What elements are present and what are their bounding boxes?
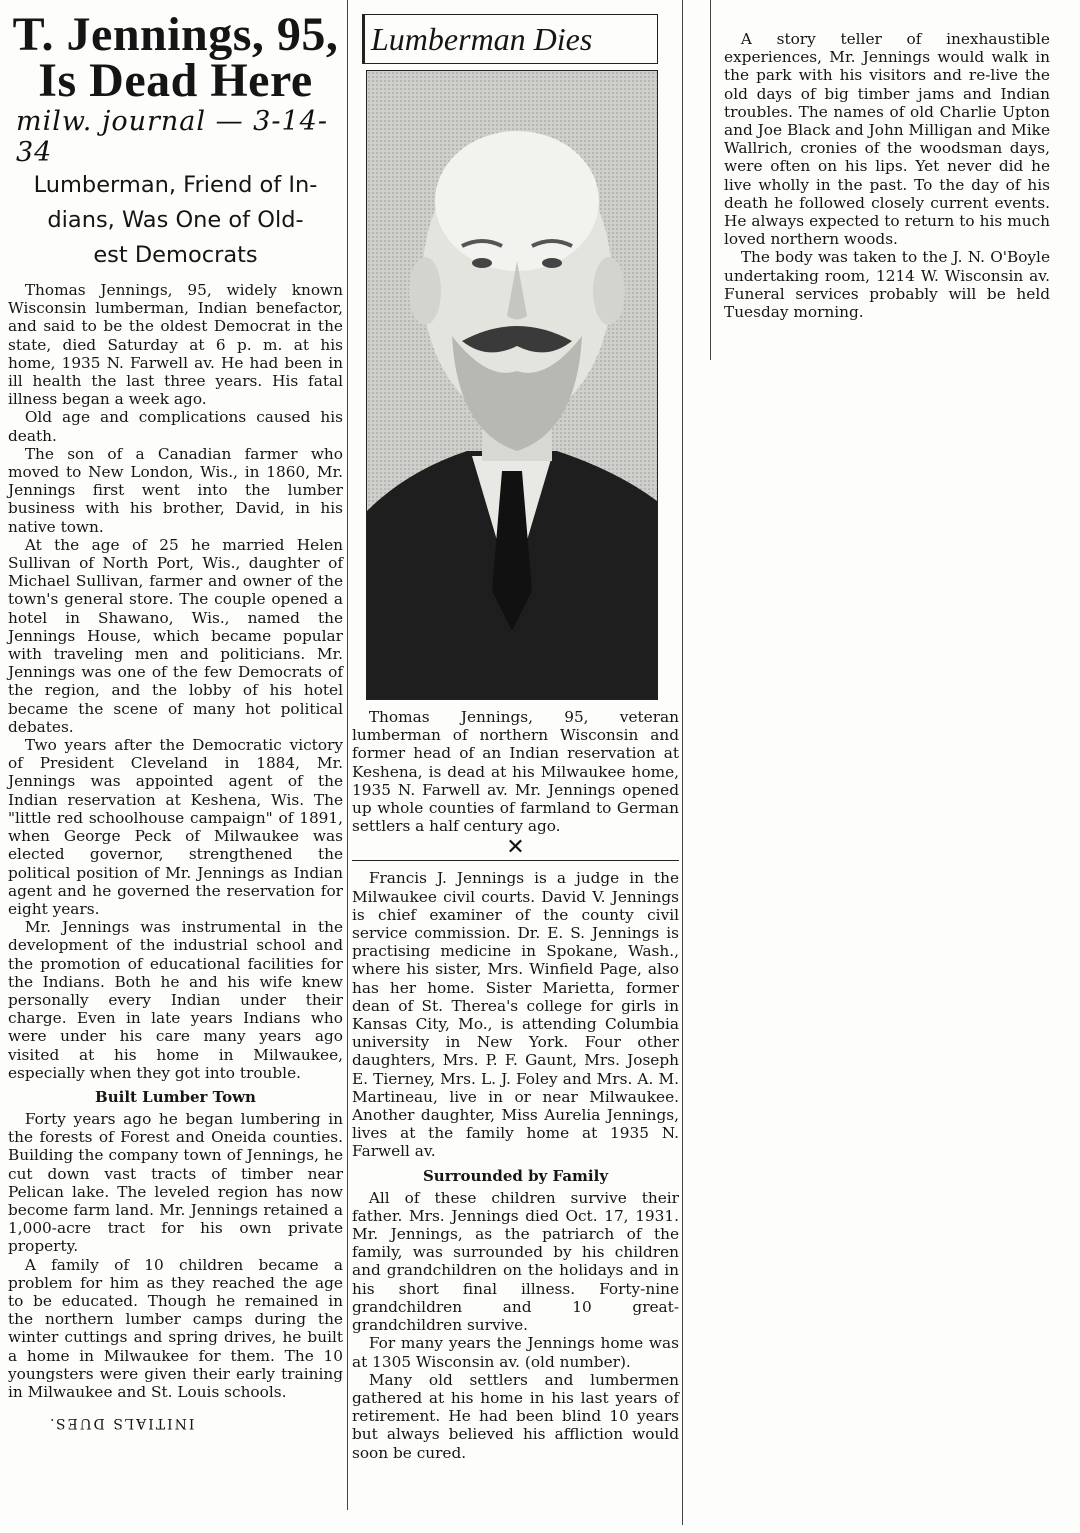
initials-dues-stamp: INITIALS DUES.	[48, 1415, 195, 1432]
column-rule-3	[710, 0, 711, 360]
box-headline: Lumberman Dies	[362, 14, 658, 64]
paragraph: For many years the Jennings home was at 1305 Wisconsin av. (old number).	[352, 1334, 679, 1371]
deck-line: dians, Was One of Old-	[47, 207, 304, 233]
paragraph: A story teller of inexhaustible experiences, Mr. Jennings would walk in the park with his visitors and re-live the old days of big timber jams and Indian troubles. The names of old Charlie Upton and Joe Black and John Milligan and Mike Wallrich, cronies of the woodsman days, were often on his lips. Yet never did he live wholly in the past. To the day of his death he followed closely current events. He always expected to return to his much loved northern woods.	[724, 30, 1050, 249]
middle-column	[352, 0, 679, 1462]
portrait-photo	[366, 70, 658, 700]
deck-line: Lumberman, Friend of In-	[33, 172, 318, 198]
paragraph: Thomas Jennings, 95, widely known Wisconsin lumberman, Indian benefactor, and said to be the oldest Democrat in the state, died Saturday at 6 p. m. at his home, 1935 N. Farwell av. He had been in ill health the last three years. His fatal illness began a week ago.	[8, 281, 343, 409]
column-rule-1	[347, 0, 348, 1510]
paragraph: Mr. Jennings was instrumental in the development of the industrial school and the promotion of educational facilities for the Indians. Both he and his wife knew personally every Indian under their charge. Even in late years Indians who were under his care many years ago visited at his home in Milwaukee, especially when they got into trouble.	[8, 918, 343, 1082]
paragraph: Many old settlers and lumbermen gathered at his home in his last years of retirement. He had been blind 10 years but always believed his affliction would soon be cured.	[352, 1370, 679, 1462]
paragraph: Old age and complications caused his death.	[8, 408, 343, 445]
paragraph: Francis J. Jennings is a judge in the Milwaukee civil courts. David V. Jennings is chief examiner of the county civil service commission. Dr. E. S. Jennings is practising medicine in Spokane, Wash., where his sister, Mrs. Winfield Page, also has her home. Sister Marietta, former dean of St. Therea's college for girls in Kansas City, Mo., is attending Columbia university in New York. Four other daughters, Mrs. P. F. Gaunt, Mrs. Joseph E. Tierney, Mrs. L. J. Foley and Mrs. A. M. Martineau, live in or near Milwaukee. Another daughter, Miss Aurelia Jennings, lives at the family home at 1935 N. Farwell av.	[352, 869, 679, 1161]
left-column	[8, 0, 343, 1431]
subhead-built-lumber-town: Built Lumber Town	[95, 1087, 256, 1106]
headline	[8, 8, 343, 107]
headline-line-1: T. Jennings, 95,	[12, 8, 339, 61]
portrait-illustration	[367, 71, 657, 699]
paragraph: Two years after the Democratic victory of President Cleveland in 1884, Mr. Jennings was appointed agent of the Indian reservation at Keshena, Wis. The "little red schoolhouse campaign" of 1891, when George Peck of Milwaukee was elected governor, strengthened the political position of Mr. Jennings as Indian agent and he governed the reservation for eight years.	[8, 736, 343, 918]
right-column	[724, 30, 1050, 321]
paragraph: The body was taken to the J. N. O'Boyle undertaking room, 1214 W. Wisconsin av. Funeral services probably will be held Tuesday morning.	[724, 248, 1050, 322]
pencil-x-mark: ✕	[506, 835, 525, 861]
deck	[8, 168, 343, 273]
headline-line-2: Is Dead Here	[38, 54, 313, 107]
deck-line: est Democrats	[93, 242, 258, 268]
handwritten-date-note: milw. journal — 3-14-34	[16, 106, 328, 168]
photo-caption: Thomas Jennings, 95, veteran lumberman of northern Wisconsin and former head of an Indian reservation at Keshena, is dead at his Milwaukee home, 1935 N. Farwell av. Mr. Jennings opened up whole counties of farmland to German settlers a half century ago.	[352, 708, 679, 836]
paragraph: At the age of 25 he married Helen Sullivan of North Port, Wis., daughter of Michael Sullivan, farmer and owner of the town's general store. The couple opened a hotel in Shawano, Wis., named the Jennings House, which became popular with traveling men and politicians. Mr. Jennings was one of the few Democrats of the region, and the lobby of his hotel became the scene of many hot political debates.	[8, 535, 343, 736]
horizontal-rule	[352, 860, 679, 861]
paragraph: The son of a Canadian farmer who moved to New London, Wis., in 1860, Mr. Jennings first went into the lumber business with his brother, David, in his native town.	[8, 444, 343, 536]
column-rule-2	[682, 0, 683, 1525]
paragraph: A family of 10 children became a problem for him as they reached the age to be educated. Though he remained in the northern lumber camps during the winter cuttings and spring drives, he built a home in Milwaukee for them. The 10 youngsters were given their early training in Milwaukee and St. Louis schools.	[8, 1255, 343, 1401]
paragraph: Forty years ago he began lumbering in the forests of Forest and Oneida counties. Building the company town of Jennings, he cut down vast tracts of timber near Pelican lake. The leveled region has now become farm land. Mr. Jennings retained a 1,000-acre tract for his own private property.	[8, 1109, 343, 1256]
subhead-surrounded-by-family: Surrounded by Family	[422, 1166, 609, 1185]
paragraph: All of these children survive their father. Mrs. Jennings died Oct. 17, 1931. Mr. Jennings, as the patriarch of the family, was surrounded by his children and grandchildren on the holidays and in his short final illness. Forty-nine grandchildren and 10 great-grandchildren survive.	[352, 1188, 679, 1335]
